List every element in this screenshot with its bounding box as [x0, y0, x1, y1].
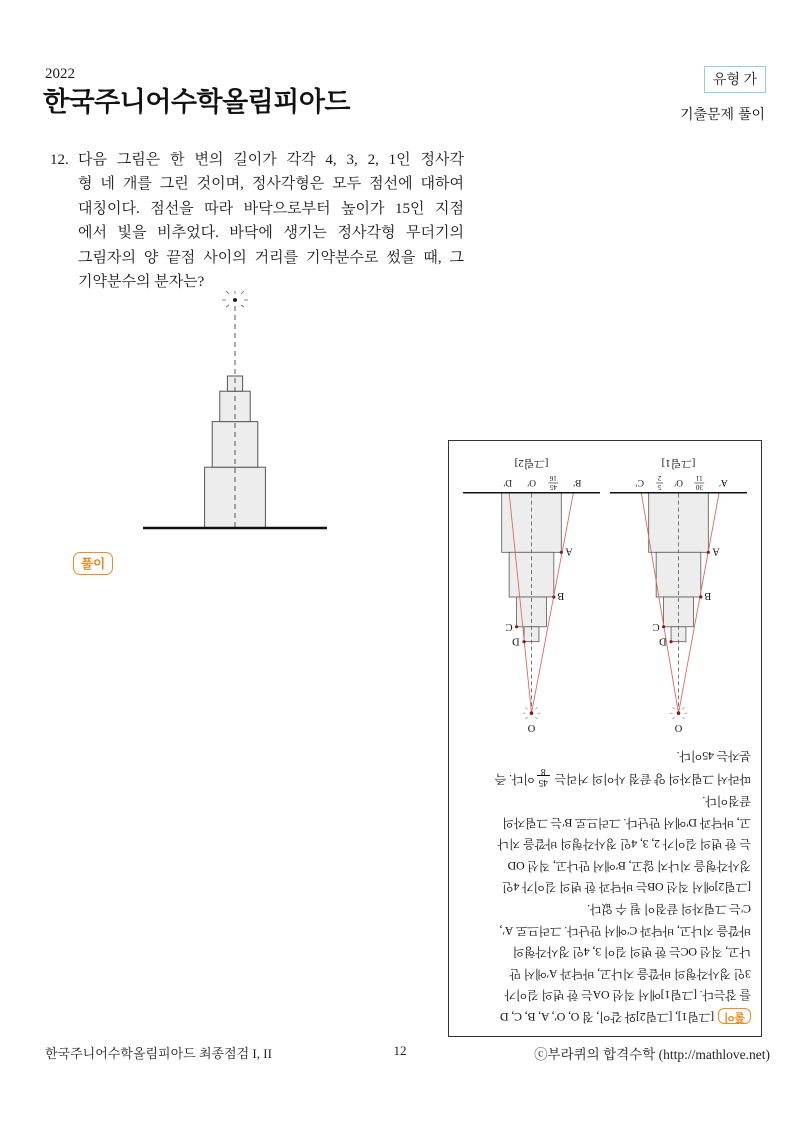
solution-box	[448, 440, 762, 1037]
solution-figures	[459, 454, 751, 740]
figure-caption: [그림1]	[661, 457, 696, 470]
svg-text:5: 5	[657, 483, 662, 492]
light-dot	[677, 712, 681, 716]
solution-line: 를 잡는다. [그림1]에서 직선 OA는 한 변의 길이가	[504, 988, 751, 1003]
solution-line: 나고, 직선 OC는 한 변의 길이 3, 4인 정사각형의	[512, 945, 751, 960]
point-D	[669, 640, 672, 643]
footer-right: ⓒ부라퀴의 합격수학 (http://mathlove.net)	[534, 1047, 770, 1062]
solution-text	[459, 744, 751, 1027]
distance-post: 이다. 즉	[495, 772, 535, 787]
ground-label-B-prime: B′	[573, 477, 582, 488]
solution-line: 3인 정사각형의 바깥을 지나고, 바닥과 A′에서 만	[509, 966, 751, 981]
ground-label-D-prime: D′	[503, 477, 513, 488]
solution-badge: 풀이	[73, 552, 113, 575]
light-dot	[530, 712, 534, 716]
solution-badge-inline: 풀이	[718, 1008, 751, 1024]
problem-block	[50, 148, 464, 294]
year-label: 2022	[45, 66, 75, 82]
footer-page-number: 12	[393, 1043, 407, 1058]
problem-line: 에서 빛을 비추었다. 바닥에 생기는 정사각형 무더기의	[78, 225, 464, 242]
point-label-B: B	[557, 590, 565, 602]
problem-line: 다음 그림은 한 변의 길이가 각각 4, 3, 2, 1인 정사각	[78, 152, 464, 168]
point-label-A: A	[712, 545, 720, 557]
rotated-solution-content	[449, 441, 761, 1036]
point-label-O: O	[674, 722, 683, 734]
problem-line: 그림자의 양 끝점 사이의 거리를 기약분수로 썼을 때, 그	[78, 249, 464, 266]
ground-label-O-prime: O′	[674, 477, 683, 488]
point-A	[560, 551, 563, 554]
fraction-denominator: 8	[537, 766, 550, 777]
solution-line	[459, 1005, 751, 1027]
problem-line: 대칭이다. 점선을 따라 바닥으로부터 높이가 15인 지점	[78, 200, 464, 217]
solution-line-text: [그림1], [그림2]와 같이, 점 O, O′, A, B, C, D	[500, 1010, 715, 1024]
svg-text:11: 11	[696, 474, 703, 483]
point-C	[662, 626, 665, 629]
problem-number: 12.	[50, 152, 69, 168]
point-label-D: D	[659, 636, 667, 648]
problem-line: 기약분수의 분자는?	[78, 274, 205, 291]
fraction-45-8	[537, 766, 550, 786]
fraction-45-16	[548, 474, 558, 491]
light-dot	[233, 298, 237, 302]
point-label-O: O	[527, 722, 536, 734]
problem-text	[78, 148, 464, 294]
distance-pre: 따라서 그림자의 양 끝점 사이의 거리는	[551, 772, 751, 787]
ground-label-O-prime: O′	[527, 477, 536, 488]
figure-caption: [그림2]	[514, 457, 549, 470]
solution-line: C′는 그림자의 끝점이 될 수 없다.	[587, 902, 751, 917]
solution-line: 는 한 변의 길이가 2, 3, 4인 정사각형의 바깥을 지나	[497, 837, 751, 852]
svg-text:30: 30	[695, 483, 703, 492]
problem-line: 형 네 개를 그린 것이며, 정사각형은 모두 점선에 대하여	[78, 176, 464, 193]
page-title: 한국주니어수학올림피아드	[43, 87, 350, 117]
fraction-5-2	[656, 474, 663, 491]
point-C	[515, 626, 518, 629]
point-label-A: A	[565, 545, 573, 557]
solution-line-distance	[459, 766, 751, 790]
footer-left: 한국주니어수학올림피아드 최종점검 I, II	[45, 1046, 272, 1061]
point-label-D: D	[512, 636, 520, 648]
solution-line: 바깥을 지나고, 바닥과 C′에서 만난다. 그러므로 A′,	[499, 923, 751, 938]
ground-label-C-prime: C′	[635, 477, 644, 488]
subtitle: 기출문제 풀이	[679, 106, 765, 122]
solution-line: 끝점이다.	[702, 794, 751, 809]
solution-figure-2	[459, 454, 604, 740]
solution-line: 분자는 45이다.	[676, 748, 751, 763]
point-D	[522, 640, 525, 643]
point-label-B: B	[704, 590, 712, 602]
fraction-30-11	[694, 474, 704, 491]
solution-line: 고, 바닥과 D′에서 만난다. 그러므로 B′는 그림자의	[502, 815, 751, 830]
svg-text:45: 45	[549, 483, 557, 492]
problem-figure	[128, 286, 338, 536]
svg-text:16: 16	[549, 474, 557, 483]
solution-line: 정사각형을 지나지 않고, B′에서 만나고, 직선 OD	[507, 858, 751, 873]
fraction-numerator: 45	[538, 776, 548, 787]
point-label-C: C	[652, 621, 660, 633]
point-A	[707, 551, 710, 554]
point-label-C: C	[505, 621, 513, 633]
type-badge: 유형 가	[704, 66, 766, 93]
solution-line: [그림2]에서 직선 OB는 바닥과 한 변의 길이가 4인	[502, 880, 751, 895]
ground-label-A-prime: A′	[718, 477, 728, 488]
point-B	[552, 596, 555, 599]
svg-text:2: 2	[657, 474, 662, 483]
point-B	[699, 596, 702, 599]
solution-figure-1	[606, 454, 751, 740]
